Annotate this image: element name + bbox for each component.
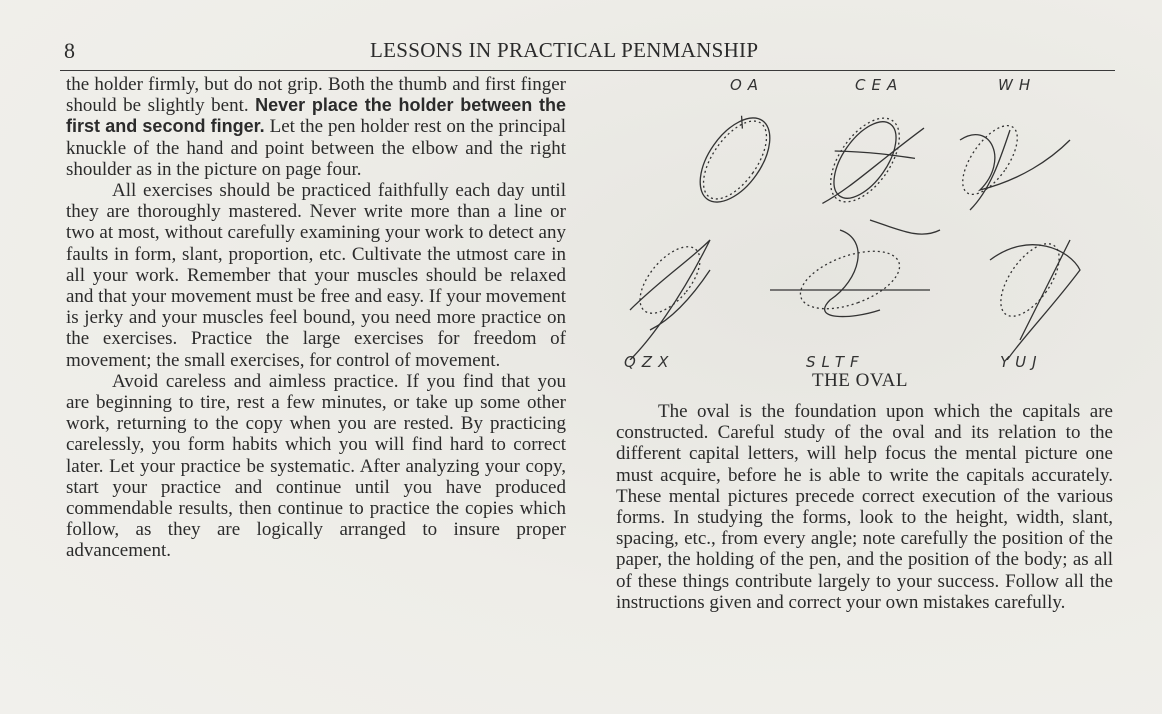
oval-group-oa	[686, 106, 784, 214]
paragraph-practice: Avoid careless and aimless practice. If you find that you are beginning to tire, rest a few minutes, or take up some other work, returning to the copy when you are rested. By practicing carelessly, you form habits which you will find hard to correct later. Let your practice be systematic. After analyzing your copy, start your practice and continue until you have produced commendable results, then continue to practice the copies which follow, as they are logically arranged to insure proper advancement.	[66, 370, 566, 562]
page-header	[60, 30, 1115, 71]
page-number: 8	[64, 38, 75, 63]
bold-instruction: Never place the holder between the first and second finger.	[66, 95, 567, 137]
oval-drawings	[600, 70, 1120, 360]
oval-group-sltf	[770, 220, 940, 320]
label-yuj: YUJ	[1000, 353, 1043, 371]
paragraph-holder-start: the holder firmly, but do not grip. Both the thumb and first finger should be slightly bent.	[66, 74, 566, 117]
running-title: LESSONS IN PRACTICAL PENMANSHIP	[370, 38, 759, 62]
oval-group-cea	[806, 94, 932, 232]
paragraph-holder	[66, 74, 566, 180]
oval-group-wh	[952, 117, 1070, 210]
figure-caption: THE OVAL	[811, 370, 908, 391]
left-text-column	[66, 74, 566, 562]
paragraph-exercises: All exercises should be practiced faithfully each day until they are thoroughly mastered. Never write more than a line or two at most, without carefully examining your work to detect any faults in form, slant, proportion, etc. Cultivate the utmost care in all your work. Remember that your muscles should be relaxed and that your movement must be free and easy. If your movement is jerky and your muscles feel bound, you need more practice on the exercises. Practice the large exercises for freedom of movement; the small exercises, for control of movement.	[66, 180, 567, 371]
paragraph-holder-end: Let the pen holder rest on the principal knuckle of the hand and point between the elbow and the right shoulder as in the picture on page four.	[66, 116, 566, 180]
label-sltf: SLTF	[806, 353, 865, 371]
label-qzx: QZX	[624, 353, 675, 371]
label-cea: CEA	[855, 76, 904, 94]
label-oa: OA	[730, 76, 765, 94]
oval-figure	[600, 70, 1120, 390]
oval-group-qzx	[629, 237, 711, 360]
oval-group-yuj	[990, 234, 1080, 360]
paragraph-oval: The oval is the foundation upon which the capitals are constructed. Careful study of the oval and its relation to the different capital letters, will help focus the mental picture one must acquire, before he is able to write the capitals accurately. These mental pictures precede correct execution of the various forms. In studying the forms, look to the height, width, slant, spacing, etc., from every angle; note carefully the position of the paper, the holding of the pen, and the position of the body; as all of these things contribute largely to your success. Follow all the instructions given and correct your own mistakes carefully.	[616, 401, 1113, 613]
label-wh: WH	[998, 76, 1037, 94]
